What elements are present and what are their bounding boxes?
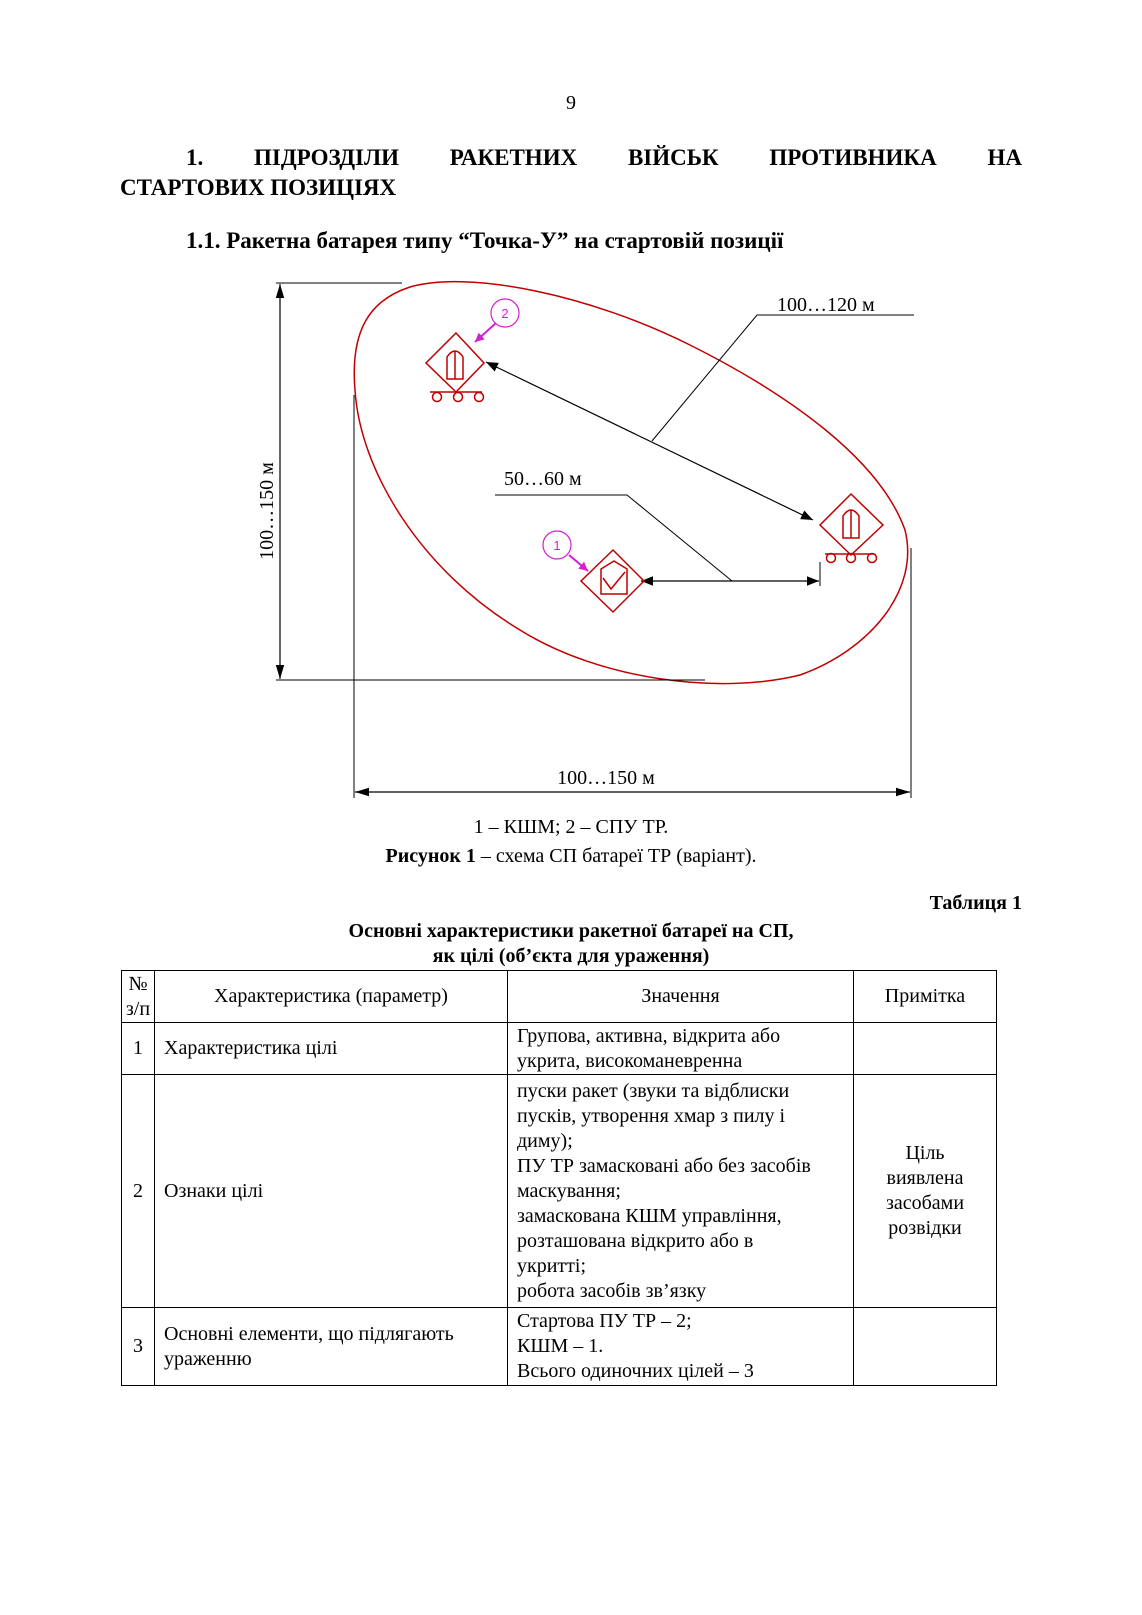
battery-position-diagram: [0, 0, 1142, 800]
command-vehicle-symbol: [581, 550, 644, 612]
table-row: [122, 1308, 997, 1386]
dim-launcher-spacing-leader: [652, 315, 914, 441]
row-note: [854, 1308, 997, 1386]
characteristics-table: [121, 970, 997, 1386]
table-title: [0, 919, 1142, 969]
position-boundary-outline: [354, 282, 907, 684]
table-title-line1: Основні характеристики ракетної батареї на СП,: [348, 920, 794, 942]
section-title-word: ПІДРОЗДІЛИ: [253, 145, 399, 170]
section-title-line2: СТАРТОВИХ ПОЗИЦІЯХ: [120, 175, 397, 200]
section-title-word: НА: [987, 145, 1022, 170]
figure-legend: 1 – КШМ; 2 – СПУ ТР.: [473, 816, 669, 838]
launcher-symbol-right: [820, 494, 883, 563]
section-title-word: ВІЙСЬК: [627, 145, 719, 170]
header-characteristic: Характеристика (параметр): [155, 971, 508, 1023]
row-number: 2: [122, 1075, 155, 1308]
table-row: [122, 1023, 997, 1075]
section-title-word: ПРОТИВНИКА: [769, 145, 937, 170]
dim-height-label: 100…150 м: [256, 462, 278, 560]
table-label: Таблиця 1: [929, 892, 1022, 914]
header-value: Значення: [508, 971, 854, 1023]
dim-width-label: 100…150 м: [557, 767, 655, 789]
row-number: 3: [122, 1308, 155, 1386]
marker-1-label: 1: [553, 538, 561, 553]
row-number: 1: [122, 1023, 155, 1075]
marker-2-label: 2: [501, 306, 509, 321]
launcher-symbol-upper: [426, 333, 484, 402]
dim-command-spacing-label: 50…60 м: [504, 468, 582, 490]
subsection-title: 1.1. Ракетна батарея типу “Точка-У” на стартовій позиції: [186, 228, 784, 253]
row-note: Ціль виявлена засобами розвідки: [854, 1075, 997, 1308]
page-number: 9: [566, 92, 576, 114]
row-characteristic: Ознаки цілі: [155, 1075, 508, 1308]
row-note: [854, 1023, 997, 1075]
marker-1-arrow: [569, 555, 588, 571]
header-note: Примітка: [854, 971, 997, 1023]
header-number: № з/п: [122, 971, 155, 1023]
dim-launcher-spacing-label: 100…120 м: [777, 294, 875, 316]
table-row: [122, 1075, 997, 1308]
row-value: пуски ракет (звуки та відблиски пусків, утворення хмар з пилу і диму); ПУ ТР замасковані або без засобів маскування; замаскована КШМ управління, розташована відкрито або в укритті; робота засобів зв’язку: [508, 1075, 854, 1308]
figure-caption-text: – схема СП батареї ТР (варіант).: [475, 845, 757, 867]
dim-command-spacing-leader: [495, 495, 732, 581]
section-title-word: РАКЕТНИХ: [449, 145, 578, 170]
row-characteristic: Основні елементи, що підлягають ураженню: [155, 1308, 508, 1386]
row-value: Стартова ПУ ТР – 2; КШМ – 1. Всього одиночних цілей – 3: [508, 1308, 854, 1386]
figure-caption-label: Рисунок 1: [385, 845, 476, 867]
table-title-line2: як цілі (об’єкта для ураження): [432, 945, 710, 967]
row-value: Групова, активна, відкрита або укрита, високоманевренна: [508, 1023, 854, 1075]
figure-caption: [0, 845, 1142, 868]
row-characteristic: Характеристика цілі: [155, 1023, 508, 1075]
table-header-row: [122, 971, 997, 1023]
marker-2-arrow: [475, 323, 496, 342]
section-number: 1.: [186, 145, 204, 170]
